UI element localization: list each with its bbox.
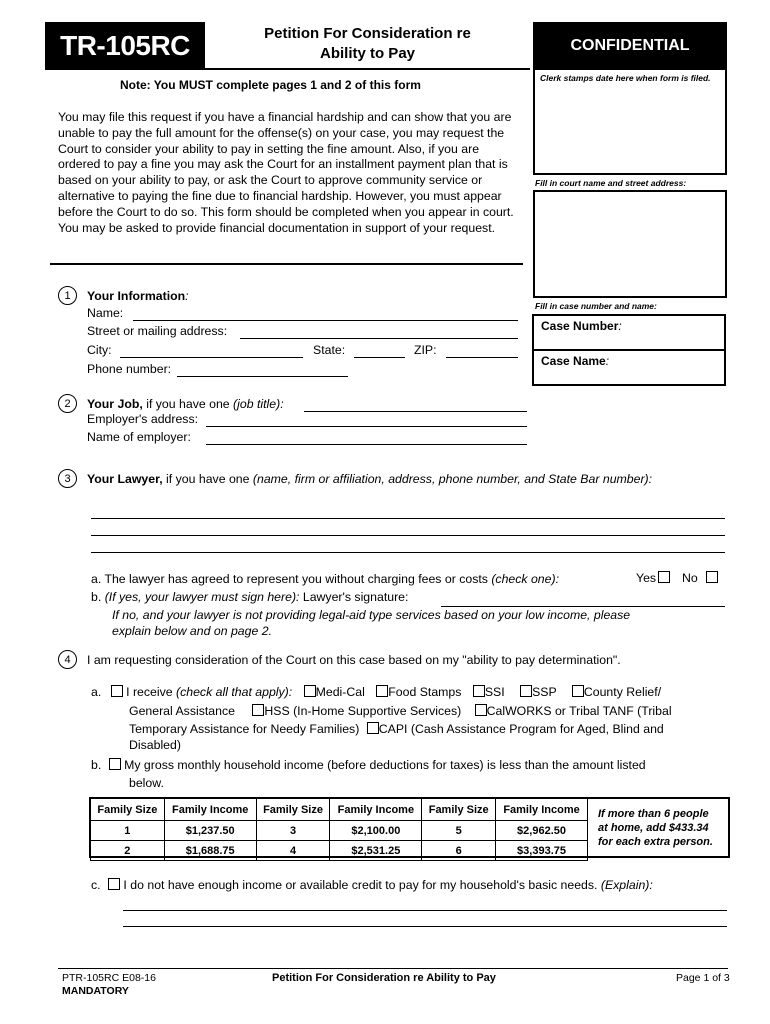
lawyer-fee-question	[91, 572, 559, 586]
table-cell: 4	[256, 841, 330, 861]
court-label: Fill in court name and street address:	[535, 178, 687, 188]
county-relief-checkbox[interactable]	[572, 685, 584, 697]
employer-address-label: Employer's address:	[87, 412, 199, 426]
section-2-rest: if you have one	[142, 397, 234, 411]
clerk-stamp-label: Clerk stamps date here when form is filed.	[540, 73, 711, 83]
yes-label: Yes	[636, 571, 657, 585]
form-title-line1: Petition For Consideration re	[264, 25, 471, 42]
title-rule	[205, 68, 530, 70]
form-id: TR-105RC	[45, 22, 205, 70]
disabled-label: Disabled)	[129, 738, 181, 752]
section-3-rest: if you have one	[162, 472, 253, 486]
footer-code: PTR-105RC E08-16	[62, 972, 156, 984]
hss-checkbox[interactable]	[252, 704, 264, 716]
income-checkbox[interactable]	[109, 758, 121, 770]
job-title-field[interactable]	[304, 411, 527, 412]
section-2-heading	[87, 397, 284, 411]
lawyer-signature-field[interactable]	[441, 606, 725, 607]
food-stamps-checkbox[interactable]	[376, 685, 388, 697]
table-row	[91, 821, 588, 841]
lawyer-line-1[interactable]	[91, 518, 725, 519]
receive-text: I receive	[126, 685, 176, 699]
basic-needs-hint: (Explain):	[600, 878, 653, 892]
general-assistance-label: General Assistance	[129, 704, 235, 718]
section-3-title: Your Lawyer,	[87, 472, 163, 486]
employer-address-field[interactable]	[206, 426, 527, 427]
yes-option[interactable]	[636, 571, 670, 585]
no-option[interactable]	[682, 571, 718, 585]
table-cell: $2,962.50	[496, 821, 588, 841]
table-cell: $1,237.50	[164, 821, 256, 841]
section-1-heading	[87, 289, 189, 303]
case-label: Fill in case number and name:	[535, 301, 657, 311]
explain-line-1[interactable]	[123, 910, 727, 911]
clerk-stamp-box[interactable]	[533, 68, 727, 175]
case-number-colon: :	[618, 319, 622, 333]
a-label: a.	[91, 685, 102, 699]
extra-note-line1: If more than 6 people	[598, 808, 709, 820]
basic-needs-checkbox[interactable]	[108, 878, 120, 890]
table-header: Family Size	[91, 799, 165, 821]
court-name-box[interactable]	[533, 190, 727, 298]
lawyer-fee-hint: (check one):	[491, 572, 559, 586]
explain-line-2[interactable]	[123, 926, 727, 927]
basic-needs-row	[91, 878, 653, 892]
case-box	[532, 314, 726, 386]
yes-checkbox[interactable]	[658, 571, 670, 583]
footer-mandatory: MANDATORY	[62, 985, 129, 997]
income-table	[90, 798, 588, 861]
footer-rule	[58, 968, 728, 969]
intro-divider	[50, 263, 523, 265]
intro-line: unable to pay the full amount for the offense(s) on your case, you may request the	[58, 125, 505, 140]
income-text: My gross monthly household income (before deductions for taxes) is less than the amount listed	[124, 758, 646, 772]
phone-field[interactable]	[177, 376, 348, 377]
capi-label: CAPI (Cash Assistance Program for Aged, Blind and	[378, 722, 664, 736]
lawyer-signature-label	[91, 590, 408, 604]
benefits-row-2	[129, 704, 672, 718]
section-3-number: 3	[58, 469, 77, 488]
name-label: Name:	[87, 306, 124, 320]
lawyer-line-3[interactable]	[91, 552, 725, 553]
income-row	[91, 758, 646, 772]
medi-cal-label: Medi-Cal	[315, 685, 365, 699]
section-4-number: 4	[58, 650, 77, 669]
phone-label: Phone number:	[87, 362, 172, 376]
intro-line: You may file this request if you have a financial hardship and can show that you are	[58, 110, 512, 124]
form-title-line2: Ability to Pay	[319, 45, 416, 62]
b-label: b.	[91, 758, 102, 772]
table-row	[91, 841, 588, 861]
table-header: Family Income	[330, 799, 422, 821]
calworks-label: CalWORKS or Tribal TANF (Tribal	[486, 704, 672, 718]
note: Note: You MUST complete pages 1 and 2 of this form	[120, 78, 421, 92]
street-label: Street or mailing address:	[87, 324, 228, 338]
employer-name-label: Name of employer:	[87, 430, 191, 444]
intro-line: You may be asked to provide financial documentation in support of your request.	[58, 220, 496, 235]
zip-label: ZIP:	[414, 343, 437, 357]
medi-cal-checkbox[interactable]	[304, 685, 316, 697]
table-cell: $2,100.00	[330, 821, 422, 841]
form-title	[230, 24, 505, 64]
lawyer-note-line1: If no, and your lawyer is not providing legal-aid type services based on your low income, please	[112, 608, 631, 622]
name-field[interactable]	[133, 320, 518, 321]
no-label: No	[682, 571, 698, 585]
city-label: City:	[87, 343, 112, 357]
section-1-number: 1	[58, 286, 77, 305]
benefits-row-1	[91, 685, 661, 699]
section-1-colon: :	[185, 289, 189, 303]
footer-title: Petition For Consideration re Ability to Pay	[272, 972, 496, 984]
benefits-row-3	[129, 722, 664, 736]
extra-person-note	[598, 807, 713, 849]
income-text-cont: below.	[129, 776, 164, 790]
extra-note-line3: for each extra person.	[598, 836, 713, 848]
ssi-label: SSI	[484, 685, 505, 699]
section-1-title: Your Information	[87, 289, 186, 303]
table-cell: 1	[91, 821, 165, 841]
table-header: Family Size	[422, 799, 496, 821]
case-name-label: Case Name	[541, 354, 606, 368]
ssp-checkbox[interactable]	[520, 685, 532, 697]
confidential-banner: CONFIDENTIAL	[533, 22, 727, 69]
section-4-heading: I am requesting consideration of the Court on this case based on my "ability to pay determination".	[87, 653, 621, 667]
county-relief-label: County Relief/	[583, 685, 662, 699]
table-header-row	[91, 799, 588, 821]
ssp-label: SSP	[532, 685, 557, 699]
section-3-hint: (name, firm or affiliation, address, phone number, and State Bar number):	[252, 472, 653, 486]
receive-hint: (check all that apply):	[176, 685, 293, 699]
c-label: c.	[91, 878, 101, 892]
intro-line: Court to consider your ability to pay in setting the fine amount. Also, if you are	[58, 141, 480, 156]
receive-checkbox[interactable]	[111, 685, 123, 697]
hss-label: HSS (In-Home Supportive Services)	[264, 704, 462, 718]
table-header: Family Income	[164, 799, 256, 821]
tanf-cont-label: Temporary Assistance for Needy Families)	[129, 722, 360, 736]
table-cell: $3,393.75	[496, 841, 588, 861]
b-hint: (If yes, your lawyer must sign here):	[104, 590, 300, 604]
basic-needs-text: I do not have enough income or available credit to pay for my household's basic needs.	[123, 878, 601, 892]
street-field[interactable]	[240, 338, 518, 339]
case-number-label: Case Number	[541, 319, 619, 333]
section-2-number: 2	[58, 394, 77, 413]
case-name-field[interactable]	[534, 351, 724, 384]
intro-text	[58, 110, 532, 236]
table-cell: $1,688.75	[164, 841, 256, 861]
state-label: State:	[313, 343, 346, 357]
calworks-checkbox[interactable]	[475, 704, 487, 716]
b-prefix: b.	[91, 590, 105, 604]
zip-field[interactable]	[446, 357, 518, 358]
b-text: Lawyer's signature:	[299, 590, 409, 604]
table-cell: 6	[422, 841, 496, 861]
table-cell: 2	[91, 841, 165, 861]
intro-line: ordered to pay a fine you may ask the Court for an installment payment plan that is	[58, 157, 508, 172]
city-field[interactable]	[120, 357, 303, 358]
employer-name-field[interactable]	[206, 444, 527, 445]
footer-page: Page 1 of 3	[676, 972, 730, 984]
section-3-heading	[87, 472, 652, 486]
section-2-title: Your Job,	[87, 397, 143, 411]
extra-note-line2: at home, add $433.34	[598, 822, 709, 834]
table-header: Family Size	[256, 799, 330, 821]
case-number-field[interactable]	[534, 316, 724, 351]
lawyer-note-line2: explain below and on page 2.	[112, 624, 272, 638]
table-header: Family Income	[496, 799, 588, 821]
table-cell: 3	[256, 821, 330, 841]
ssi-checkbox[interactable]	[473, 685, 485, 697]
lawyer-line-2[interactable]	[91, 535, 725, 536]
state-field[interactable]	[354, 357, 405, 358]
section-2-hint: (job title):	[233, 397, 284, 411]
intro-line: before the Court to do so. This form should be completed when you appear in court.	[58, 204, 514, 219]
lawyer-fee-text: a. The lawyer has agreed to represent you without charging fees or costs	[91, 572, 492, 586]
intro-line: alternative to paying the fine due to financial hardship. However, you must appear	[58, 188, 502, 203]
food-stamps-label: Food Stamps	[388, 685, 462, 699]
case-name-colon: :	[605, 354, 610, 368]
table-cell: 5	[422, 821, 496, 841]
capi-checkbox[interactable]	[367, 722, 379, 734]
table-cell: $2,531.25	[330, 841, 422, 861]
intro-line: based on your ability to pay, or ask the Court to approve community service or	[58, 173, 483, 188]
no-checkbox[interactable]	[706, 571, 718, 583]
